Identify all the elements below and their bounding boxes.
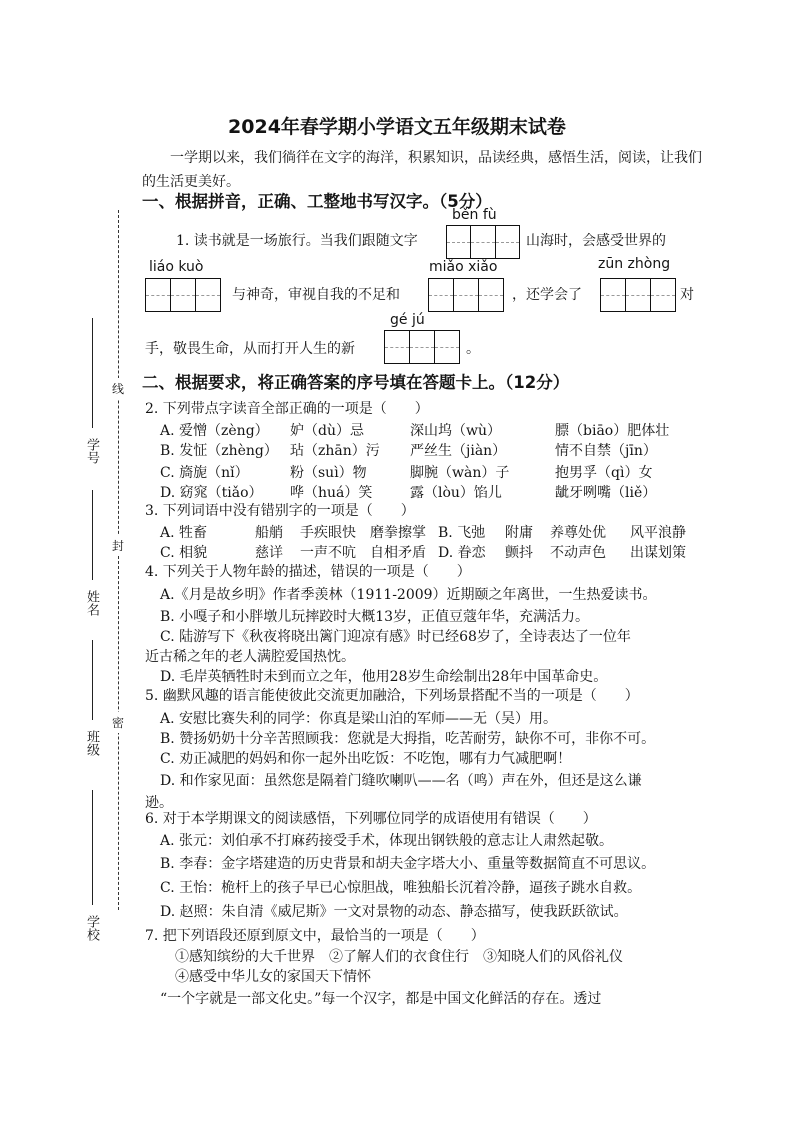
q1-line2a: 与神奇，审视自我的不足和 [232, 287, 400, 303]
answer-grid-benfu[interactable] [446, 225, 520, 259]
q3-d-3: 不动声色 [550, 545, 606, 561]
pinyin-geju: gé jú [390, 312, 425, 328]
q3-c-2: 慈详 [255, 545, 283, 561]
pinyin-zunzhong: zūn zhòng [598, 256, 671, 272]
q4-option-d: D. 毛岸英牺牲时未到而立之年，他用28岁生命绘制出28年中国革命史。 [160, 669, 608, 685]
binding-line [118, 210, 119, 910]
q2-stem: 2. 下列带点字读音全部正确的一项是（ ） [145, 401, 429, 417]
name-label: 姓名 [84, 590, 99, 616]
q2-d-3: 露（lòu）馅儿 [410, 485, 502, 501]
q2-b-4: 情不自禁（jīn） [555, 443, 657, 459]
q1-line3b: 。 [466, 341, 480, 357]
q2-c-1: C. 旖旎（nǐ） [160, 465, 249, 481]
q3-b-2: 附庸 [505, 525, 533, 541]
q3-d-4: 出谋划策 [630, 545, 686, 561]
q6-option-d: D. 赵照：朱自清《威尼斯》一文对景物的动态、静态描写，使我跃跃欲试。 [160, 904, 628, 920]
exam-title: 2024年春学期小学语文五年级期末试卷 [228, 116, 566, 138]
q1-line3a: 手，敬畏生命，从而打开人生的新 [145, 341, 355, 357]
q6-option-a: A. 张元：刘伯承不打麻药接受手术，体现出钢铁般的意志让人肃然起敬。 [160, 833, 614, 849]
q3-b-1: B. 飞弛 [438, 525, 486, 541]
student-id-label: 学号 [84, 438, 99, 464]
section-1-heading: 一、根据拼音，正确、工整地书写汉字。（5分） [142, 192, 492, 211]
q2-c-2: 粉（suì）物 [290, 465, 367, 481]
q1-line2c: 对 [680, 287, 694, 303]
binding-word-line: 线 [110, 378, 126, 399]
q3-stem: 3. 下列词语中没有错别字的一项是（ ） [145, 503, 415, 519]
q2-c-3: 脚腕（wàn）子 [410, 465, 510, 481]
answer-grid-miaoxiao[interactable] [428, 278, 504, 312]
student-id-line[interactable] [92, 318, 93, 428]
pinyin-liaokuo: liáo kuò [149, 259, 204, 275]
q5-stem: 5. 幽默风趣的语言能使彼此交流更加融洽，下列场景搭配不当的一项是（ ） [145, 688, 639, 704]
q4-option-b: B. 小嘎子和小胖墩儿玩摔跤时大概13岁，正值豆蔻年华，充满活力。 [160, 609, 590, 625]
q2-a-2: 妒（dù）忌 [290, 423, 364, 439]
q5-option-d-cont: 逊。 [145, 795, 173, 811]
q5-option-b: B. 赞扬奶奶十分辛苦照顾我：您就是大拇指，吃苦耐劳，缺你不可，非你不可。 [160, 731, 656, 747]
q3-c-1: C. 相貌 [160, 545, 208, 561]
class-label: 班级 [84, 730, 99, 756]
q1-line2b: ，还学会了 [512, 287, 582, 303]
q3-b-3: 养尊处优 [550, 525, 606, 541]
q2-d-2: 哗（huá）笑 [290, 485, 373, 501]
answer-grid-zunzhong[interactable] [600, 278, 676, 312]
q2-a-4: 膘（biāo）肥体壮 [555, 423, 670, 439]
q7-options-line2: ④感受中华儿女的家国天下情怀 [175, 969, 371, 985]
class-line[interactable] [92, 640, 93, 720]
section-2-heading: 二、根据要求，将正确答案的序号填在答题卡上。（12分） [142, 373, 570, 392]
q4-option-c-cont: 近古稀之年的老人满腔爱国热忱。 [145, 649, 355, 665]
q6-stem: 6. 对于本学期课文的阅读感悟，下列哪位同学的成语使用有错误（ ） [145, 811, 597, 827]
pinyin-benfu: běn fù [452, 207, 497, 223]
q2-b-3: 严丝生（jiàn） [410, 443, 507, 459]
q2-a-1: A. 爱憎（zèng） [160, 423, 269, 439]
binding-word-secret: 密 [110, 712, 126, 733]
name-line[interactable] [92, 490, 93, 580]
answer-grid-geju[interactable] [384, 330, 460, 364]
q5-option-d: D. 和作家见面：虽然您是隔着门缝吹喇叭——名（鸣）声在外，但还是这么谦 [160, 773, 642, 789]
q3-a-1: A. 牲畜 [160, 525, 208, 541]
q2-d-4: 龇牙咧嘴（liě） [555, 485, 657, 501]
q3-a-3: 手疾眼快 [300, 525, 356, 541]
q4-option-c: C. 陆游写下《秋夜将晓出篱门迎凉有感》时已经68岁了，全诗表达了一位年 [160, 629, 631, 645]
q2-b-1: B. 发怔（zhèng） [160, 443, 278, 459]
q1-line1b: 山海时，会感受世界的 [526, 233, 666, 249]
q6-option-b: B. 李春：金字塔建造的历史背景和胡夫金字塔大小、重量等数据简直不可思议。 [160, 856, 656, 872]
school-label: 学校 [84, 915, 99, 941]
q4-option-a: A.《月是故乡明》作者季羡林（1911-2009）近期颐之年离世，一生热爱读书。 [160, 587, 657, 603]
q7-options-line1: ①感知缤纷的大千世界 ②了解人们的衣食住行 ③知晓人们的风俗礼仪 [175, 949, 623, 965]
q3-b-4: 风平浪静 [630, 525, 686, 541]
q3-d-2: 颤抖 [505, 545, 533, 561]
pinyin-miaoxiao: miǎo xiǎo [429, 259, 498, 275]
q3-c-3: 一声不吭 [300, 545, 356, 561]
q2-d-1: D. 窈窕（tiǎo） [160, 485, 263, 501]
q5-option-a: A. 安慰比赛失利的同学：你真是梁山泊的军师——无（吴）用。 [160, 711, 558, 727]
q4-stem: 4. 下列关于人物年龄的描述，错误的一项是（ ） [145, 564, 471, 580]
q1-line1a: 1. 读书就是一场旅行。当我们跟随文字 [176, 233, 418, 249]
q2-b-2: 玷（zhān）污 [290, 443, 380, 459]
q3-d-1: D. 眷恋 [438, 545, 486, 561]
school-line[interactable] [92, 790, 93, 905]
binding-word-seal: 封 [110, 535, 126, 556]
q7-passage: “一个字就是一部文化史。”每一个汉字，都是中国文化鲜活的存在。透过 [160, 991, 602, 1007]
q2-c-4: 抱男孚（qì）女 [555, 465, 653, 481]
q3-a-2: 船艄 [255, 525, 283, 541]
intro-text: 一学期以来，我们徜徉在文字的海洋，积累知识，品读经典，感悟生活，阅读，让我们的生活更美好。 [142, 150, 702, 190]
answer-grid-liaokuo[interactable] [145, 278, 221, 312]
q6-option-c: C. 王怡：桅杆上的孩子早已心惊胆战，唯独船长沉着冷静，逼孩子跳水自救。 [160, 880, 642, 896]
q3-a-4: 磨拳擦掌 [370, 525, 426, 541]
q2-a-3: 深山坞（wù） [410, 423, 501, 439]
q3-c-4: 自相矛盾 [370, 545, 426, 561]
q5-option-c: C. 劝正减肥的妈妈和你一起外出吃饭：不吃饱，哪有力气减肥啊！ [160, 751, 572, 767]
q7-stem: 7. 把下列语段还原到原文中，最恰当的一项是（ ） [145, 928, 485, 944]
